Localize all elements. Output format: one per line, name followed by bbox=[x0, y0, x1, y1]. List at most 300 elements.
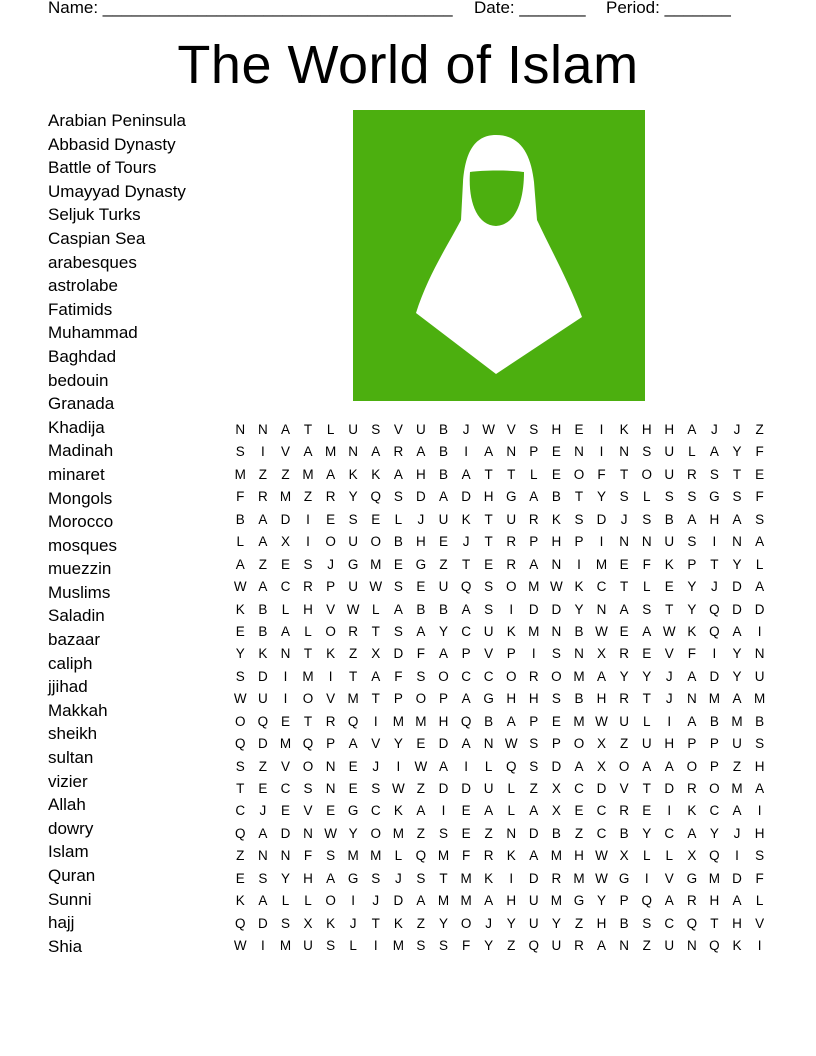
grid-letter[interactable]: A bbox=[280, 623, 290, 639]
grid-letter[interactable]: R bbox=[257, 489, 268, 505]
grid-letter[interactable]: N bbox=[280, 646, 291, 662]
grid-letter[interactable]: A bbox=[416, 893, 426, 909]
grid-letter[interactable]: L bbox=[507, 803, 515, 819]
grid-letter[interactable]: R bbox=[619, 691, 629, 707]
grid-letter[interactable]: T bbox=[665, 601, 674, 617]
grid-letter[interactable]: A bbox=[416, 623, 426, 639]
grid-letter[interactable]: R bbox=[483, 848, 494, 864]
grid-letter[interactable]: M bbox=[595, 556, 608, 572]
grid-letter[interactable]: E bbox=[755, 466, 765, 482]
grid-letter[interactable]: M bbox=[392, 713, 404, 729]
grid-letter[interactable]: M bbox=[573, 713, 585, 729]
grid-letter[interactable]: F bbox=[461, 848, 471, 864]
grid-letter[interactable]: N bbox=[551, 623, 562, 639]
grid-letter[interactable]: P bbox=[461, 646, 471, 662]
grid-letter[interactable]: E bbox=[551, 466, 561, 482]
grid-letter[interactable]: B bbox=[709, 713, 719, 729]
grid-letter[interactable]: R bbox=[686, 893, 697, 909]
grid-letter[interactable]: J bbox=[620, 511, 628, 527]
grid-letter[interactable]: S bbox=[529, 758, 539, 774]
grid-letter[interactable]: I bbox=[464, 444, 468, 460]
grid-letter[interactable]: Y bbox=[597, 893, 607, 909]
grid-letter[interactable]: M bbox=[415, 713, 427, 729]
grid-letter[interactable]: B bbox=[664, 511, 674, 527]
grid-letter[interactable]: Q bbox=[709, 623, 720, 639]
grid-letter[interactable]: U bbox=[754, 668, 765, 684]
grid-letter[interactable]: P bbox=[326, 579, 336, 595]
grid-letter[interactable]: B bbox=[755, 713, 765, 729]
grid-letter[interactable]: J bbox=[462, 534, 470, 550]
grid-letter[interactable]: P bbox=[529, 444, 539, 460]
grid-letter[interactable]: V bbox=[755, 915, 765, 931]
grid-letter[interactable]: J bbox=[485, 915, 493, 931]
grid-letter[interactable]: I bbox=[644, 870, 649, 886]
grid-letter[interactable]: E bbox=[348, 781, 358, 796]
grid-letter[interactable]: E bbox=[235, 870, 245, 886]
grid-letter[interactable]: Q bbox=[257, 713, 269, 729]
grid-letter[interactable]: L bbox=[326, 422, 335, 437]
grid-letter[interactable]: L bbox=[349, 938, 357, 954]
grid-letter[interactable]: K bbox=[235, 601, 245, 617]
grid-letter[interactable]: A bbox=[461, 736, 471, 752]
grid-letter[interactable]: A bbox=[529, 848, 539, 864]
grid-letter[interactable]: N bbox=[303, 825, 313, 841]
grid-letter[interactable]: D bbox=[438, 736, 449, 752]
grid-letter[interactable]: Z bbox=[416, 781, 426, 796]
grid-letter[interactable]: A bbox=[484, 893, 494, 909]
grid-letter[interactable]: A bbox=[371, 668, 381, 684]
grid-letter[interactable]: C bbox=[280, 781, 291, 796]
grid-letter[interactable]: R bbox=[686, 466, 697, 482]
grid-letter[interactable]: S bbox=[393, 579, 403, 595]
grid-letter[interactable]: K bbox=[687, 803, 697, 819]
grid-letter[interactable]: A bbox=[755, 534, 765, 550]
grid-letter[interactable]: T bbox=[349, 668, 358, 684]
grid-letter[interactable]: A bbox=[258, 534, 268, 550]
grid-letter[interactable]: R bbox=[506, 534, 517, 550]
grid-letter[interactable]: E bbox=[551, 713, 561, 729]
grid-letter[interactable]: U bbox=[438, 511, 449, 527]
grid-letter[interactable]: W bbox=[369, 579, 383, 595]
grid-letter[interactable]: X bbox=[371, 646, 381, 662]
grid-letter[interactable]: Y bbox=[484, 938, 494, 954]
grid-letter[interactable]: Z bbox=[236, 848, 245, 864]
grid-letter[interactable]: D bbox=[732, 870, 742, 886]
grid-letter[interactable]: H bbox=[754, 758, 765, 774]
grid-letter[interactable]: Y bbox=[732, 556, 742, 572]
grid-letter[interactable]: Q bbox=[460, 713, 472, 729]
grid-letter[interactable]: K bbox=[348, 466, 358, 482]
grid-letter[interactable]: P bbox=[687, 556, 697, 572]
grid-letter[interactable]: O bbox=[302, 691, 314, 707]
grid-letter[interactable]: S bbox=[732, 489, 742, 505]
grid-letter[interactable]: X bbox=[597, 758, 607, 774]
grid-letter[interactable]: S bbox=[755, 848, 765, 864]
grid-letter[interactable]: X bbox=[687, 848, 697, 864]
grid-letter[interactable]: W bbox=[482, 422, 496, 437]
grid-letter[interactable]: L bbox=[507, 781, 515, 796]
grid-letter[interactable]: C bbox=[664, 915, 675, 931]
grid-letter[interactable]: Z bbox=[349, 646, 358, 662]
grid-letter[interactable]: G bbox=[347, 870, 359, 886]
grid-letter[interactable]: Q bbox=[235, 825, 246, 841]
grid-letter[interactable]: W bbox=[550, 579, 563, 595]
grid-letter[interactable]: W bbox=[391, 781, 405, 796]
grid-letter[interactable]: B bbox=[551, 489, 561, 505]
grid-letter[interactable]: I bbox=[306, 511, 310, 527]
grid-letter[interactable]: Y bbox=[642, 668, 652, 684]
grid-letter[interactable]: M bbox=[573, 870, 585, 886]
grid-letter[interactable]: S bbox=[709, 466, 719, 482]
grid-letter[interactable]: G bbox=[347, 803, 359, 819]
grid-letter[interactable]: Q bbox=[302, 736, 314, 752]
grid-letter[interactable]: A bbox=[687, 422, 697, 437]
grid-letter[interactable]: J bbox=[372, 893, 380, 909]
grid-letter[interactable]: B bbox=[438, 601, 448, 617]
grid-letter[interactable]: A bbox=[506, 713, 516, 729]
grid-letter[interactable]: E bbox=[619, 623, 629, 639]
grid-letter[interactable]: P bbox=[326, 736, 336, 752]
grid-letter[interactable]: E bbox=[416, 579, 426, 595]
grid-letter[interactable]: D bbox=[754, 601, 765, 617]
grid-letter[interactable]: L bbox=[665, 848, 674, 864]
grid-letter[interactable]: A bbox=[732, 803, 742, 819]
grid-letter[interactable]: T bbox=[236, 781, 245, 796]
grid-letter[interactable]: E bbox=[258, 781, 268, 796]
grid-letter[interactable]: M bbox=[550, 848, 562, 864]
grid-letter[interactable]: Q bbox=[370, 489, 382, 505]
grid-letter[interactable]: A bbox=[258, 579, 268, 595]
grid-letter[interactable]: T bbox=[303, 646, 313, 662]
grid-letter[interactable]: X bbox=[280, 534, 290, 550]
grid-letter[interactable]: E bbox=[235, 623, 245, 639]
grid-letter[interactable]: T bbox=[484, 534, 493, 550]
grid-letter[interactable]: Y bbox=[732, 668, 742, 684]
grid-letter[interactable]: M bbox=[370, 848, 382, 864]
grid-letter[interactable]: P bbox=[709, 758, 719, 774]
grid-letter[interactable]: A bbox=[619, 601, 629, 617]
grid-letter[interactable]: Q bbox=[709, 601, 720, 617]
grid-letter[interactable]: U bbox=[483, 781, 494, 796]
grid-letter[interactable]: T bbox=[484, 511, 493, 527]
grid-letter[interactable]: Z bbox=[642, 938, 651, 954]
grid-letter[interactable]: B bbox=[574, 691, 584, 707]
grid-letter[interactable]: T bbox=[507, 466, 516, 482]
grid-letter[interactable]: A bbox=[687, 511, 697, 527]
grid-letter[interactable]: I bbox=[441, 803, 446, 819]
grid-letter[interactable]: M bbox=[279, 938, 292, 954]
grid-letter[interactable]: E bbox=[438, 534, 448, 550]
grid-letter[interactable]: M bbox=[437, 893, 450, 909]
grid-letter[interactable]: A bbox=[258, 893, 268, 909]
grid-letter[interactable]: N bbox=[686, 691, 697, 707]
grid-letter[interactable]: W bbox=[504, 736, 518, 752]
grid-letter[interactable]: C bbox=[574, 781, 584, 796]
grid-letter[interactable]: U bbox=[619, 713, 629, 729]
grid-letter[interactable]: L bbox=[394, 848, 403, 864]
grid-letter[interactable]: B bbox=[258, 623, 268, 639]
grid-letter[interactable]: U bbox=[641, 736, 652, 752]
grid-letter[interactable]: D bbox=[257, 915, 268, 931]
grid-letter[interactable]: O bbox=[325, 893, 336, 909]
grid-letter[interactable]: S bbox=[529, 736, 539, 752]
grid-letter[interactable]: H bbox=[416, 534, 426, 550]
grid-letter[interactable]: I bbox=[373, 713, 378, 729]
grid-letter[interactable]: R bbox=[619, 646, 629, 662]
grid-letter[interactable]: E bbox=[280, 713, 290, 729]
grid-letter[interactable]: Q bbox=[415, 848, 427, 864]
grid-letter[interactable]: R bbox=[506, 556, 517, 572]
grid-letter[interactable]: E bbox=[574, 803, 584, 819]
grid-letter[interactable]: U bbox=[348, 579, 359, 595]
grid-letter[interactable]: T bbox=[484, 466, 493, 482]
grid-letter[interactable]: C bbox=[370, 803, 381, 819]
grid-letter[interactable]: M bbox=[347, 691, 359, 707]
grid-letter[interactable]: Y bbox=[506, 915, 516, 931]
grid-letter[interactable]: A bbox=[484, 444, 494, 460]
grid-letter[interactable]: A bbox=[687, 825, 697, 841]
grid-letter[interactable]: M bbox=[392, 938, 404, 954]
grid-letter[interactable]: O bbox=[370, 825, 382, 841]
grid-letter[interactable]: Y bbox=[687, 579, 697, 595]
grid-letter[interactable]: D bbox=[280, 511, 291, 527]
grid-letter[interactable]: Y bbox=[574, 601, 584, 617]
grid-letter[interactable]: C bbox=[664, 825, 675, 841]
grid-letter[interactable]: G bbox=[709, 489, 720, 505]
grid-letter[interactable]: O bbox=[505, 668, 517, 684]
grid-letter[interactable]: U bbox=[732, 736, 742, 752]
grid-letter[interactable]: J bbox=[733, 422, 741, 437]
grid-letter[interactable]: Z bbox=[755, 422, 764, 437]
grid-letter[interactable]: V bbox=[506, 422, 516, 437]
grid-letter[interactable]: T bbox=[619, 466, 629, 482]
grid-letter[interactable]: S bbox=[574, 511, 584, 527]
grid-letter[interactable]: Q bbox=[709, 938, 720, 954]
grid-letter[interactable]: M bbox=[392, 825, 404, 841]
grid-letter[interactable]: F bbox=[303, 848, 313, 864]
grid-letter[interactable]: A bbox=[529, 489, 539, 505]
grid-letter[interactable]: F bbox=[597, 466, 606, 482]
grid-letter[interactable]: S bbox=[642, 915, 652, 931]
grid-letter[interactable]: G bbox=[483, 691, 494, 707]
grid-letter[interactable]: Q bbox=[686, 915, 698, 931]
grid-letter[interactable]: A bbox=[461, 601, 471, 617]
grid-letter[interactable]: T bbox=[732, 466, 742, 482]
grid-letter[interactable]: M bbox=[279, 736, 292, 752]
grid-letter[interactable]: D bbox=[551, 758, 562, 774]
grid-letter[interactable]: L bbox=[484, 758, 493, 774]
grid-letter[interactable]: L bbox=[642, 848, 651, 864]
grid-letter[interactable]: D bbox=[528, 601, 539, 617]
grid-letter[interactable]: M bbox=[731, 781, 743, 796]
grid-letter[interactable]: T bbox=[574, 489, 584, 505]
grid-letter[interactable]: H bbox=[709, 893, 720, 909]
grid-letter[interactable]: Y bbox=[709, 825, 719, 841]
grid-letter[interactable]: A bbox=[438, 489, 448, 505]
grid-letter[interactable]: R bbox=[528, 668, 539, 684]
grid-letter[interactable]: B bbox=[438, 422, 448, 437]
grid-letter[interactable]: A bbox=[687, 713, 697, 729]
grid-letter[interactable]: T bbox=[439, 870, 448, 886]
grid-letter[interactable]: F bbox=[755, 489, 764, 505]
grid-letter[interactable]: Z bbox=[439, 556, 448, 572]
grid-letter[interactable]: D bbox=[393, 646, 404, 662]
grid-letter[interactable]: K bbox=[326, 646, 336, 662]
grid-letter[interactable]: S bbox=[438, 938, 448, 954]
grid-letter[interactable]: F bbox=[642, 556, 651, 572]
grid-letter[interactable]: E bbox=[574, 422, 584, 437]
grid-letter[interactable]: K bbox=[393, 803, 403, 819]
grid-letter[interactable]: I bbox=[328, 668, 333, 684]
grid-letter[interactable]: I bbox=[577, 556, 581, 572]
grid-letter[interactable]: I bbox=[735, 848, 739, 864]
grid-letter[interactable]: Z bbox=[529, 781, 538, 796]
grid-letter[interactable]: L bbox=[304, 893, 312, 909]
grid-letter[interactable]: M bbox=[550, 893, 562, 909]
grid-letter[interactable]: E bbox=[326, 803, 336, 819]
grid-letter[interactable]: M bbox=[528, 579, 540, 595]
grid-letter[interactable]: B bbox=[235, 511, 245, 527]
grid-letter[interactable]: N bbox=[574, 444, 584, 460]
grid-letter[interactable]: E bbox=[416, 736, 426, 752]
grid-letter[interactable]: T bbox=[710, 915, 719, 931]
grid-letter[interactable]: K bbox=[664, 556, 674, 572]
grid-letter[interactable]: X bbox=[551, 781, 561, 796]
grid-letter[interactable]: W bbox=[595, 848, 608, 864]
grid-letter[interactable]: P bbox=[709, 736, 719, 752]
grid-letter[interactable]: W bbox=[662, 623, 676, 639]
grid-letter[interactable]: O bbox=[438, 668, 449, 684]
grid-letter[interactable]: A bbox=[732, 511, 742, 527]
grid-letter[interactable]: A bbox=[755, 579, 765, 595]
grid-letter[interactable]: T bbox=[303, 713, 313, 729]
grid-letter[interactable]: E bbox=[280, 803, 290, 819]
grid-letter[interactable]: C bbox=[596, 803, 607, 819]
grid-letter[interactable]: O bbox=[641, 466, 652, 482]
grid-letter[interactable]: R bbox=[551, 870, 562, 886]
grid-letter[interactable]: S bbox=[642, 511, 652, 527]
grid-letter[interactable]: D bbox=[732, 579, 742, 595]
grid-letter[interactable]: B bbox=[551, 825, 561, 841]
grid-letter[interactable]: G bbox=[415, 556, 427, 572]
grid-letter[interactable]: Z bbox=[416, 915, 426, 931]
grid-letter[interactable]: J bbox=[394, 870, 402, 886]
grid-letter[interactable]: S bbox=[235, 758, 245, 774]
grid-letter[interactable]: L bbox=[281, 601, 290, 617]
grid-letter[interactable]: L bbox=[755, 556, 764, 572]
grid-letter[interactable]: Y bbox=[348, 489, 358, 505]
grid-letter[interactable]: O bbox=[551, 668, 562, 684]
grid-letter[interactable]: U bbox=[528, 915, 539, 931]
grid-letter[interactable]: I bbox=[396, 758, 401, 774]
grid-letter[interactable]: S bbox=[664, 489, 674, 505]
grid-letter[interactable]: N bbox=[348, 444, 359, 460]
grid-letter[interactable]: Z bbox=[732, 758, 742, 774]
grid-letter[interactable]: A bbox=[732, 623, 742, 639]
grid-letter[interactable]: U bbox=[506, 511, 517, 527]
grid-letter[interactable]: F bbox=[416, 646, 426, 662]
grid-letter[interactable]: C bbox=[461, 668, 471, 684]
grid-letter[interactable]: N bbox=[506, 825, 517, 841]
grid-letter[interactable]: J bbox=[711, 579, 718, 595]
grid-letter[interactable]: N bbox=[732, 534, 742, 550]
grid-letter[interactable]: C bbox=[483, 668, 494, 684]
grid-letter[interactable]: I bbox=[306, 534, 310, 550]
grid-letter[interactable]: S bbox=[348, 511, 358, 527]
grid-letter[interactable]: K bbox=[619, 422, 629, 437]
grid-letter[interactable]: S bbox=[438, 825, 448, 841]
grid-letter[interactable]: O bbox=[415, 691, 427, 707]
grid-letter[interactable]: N bbox=[619, 938, 629, 954]
grid-letter[interactable]: U bbox=[348, 534, 359, 550]
grid-letter[interactable]: K bbox=[574, 579, 584, 595]
grid-letter[interactable]: O bbox=[709, 781, 720, 796]
grid-letter[interactable]: E bbox=[280, 556, 290, 572]
grid-letter[interactable]: A bbox=[326, 870, 336, 886]
grid-letter[interactable]: N bbox=[641, 534, 652, 550]
grid-letter[interactable]: A bbox=[393, 601, 403, 617]
grid-letter[interactable]: T bbox=[461, 556, 471, 572]
grid-letter[interactable]: Z bbox=[619, 736, 629, 752]
grid-letter[interactable]: Q bbox=[528, 938, 540, 954]
grid-letter[interactable]: I bbox=[464, 758, 468, 774]
grid-letter[interactable]: A bbox=[755, 781, 765, 796]
grid-letter[interactable]: O bbox=[325, 534, 336, 550]
grid-letter[interactable]: K bbox=[506, 848, 516, 864]
grid-letter[interactable]: Y bbox=[619, 668, 629, 684]
grid-letter[interactable]: W bbox=[595, 623, 608, 639]
grid-letter[interactable]: D bbox=[528, 870, 539, 886]
grid-letter[interactable]: Q bbox=[235, 915, 246, 931]
grid-letter[interactable]: J bbox=[259, 803, 267, 819]
grid-letter[interactable]: R bbox=[393, 444, 404, 460]
grid-letter[interactable]: Y bbox=[687, 601, 697, 617]
grid-letter[interactable]: U bbox=[348, 422, 359, 437]
grid-letter[interactable]: E bbox=[371, 511, 381, 527]
grid-letter[interactable]: O bbox=[573, 466, 585, 482]
grid-letter[interactable]: H bbox=[303, 601, 313, 617]
grid-letter[interactable]: O bbox=[370, 534, 382, 550]
grid-letter[interactable]: Y bbox=[393, 736, 403, 752]
grid-letter[interactable]: A bbox=[303, 444, 313, 460]
grid-letter[interactable]: A bbox=[664, 758, 674, 774]
grid-letter[interactable]: J bbox=[462, 422, 470, 437]
grid-letter[interactable]: N bbox=[574, 646, 584, 662]
grid-letter[interactable]: A bbox=[235, 556, 245, 572]
grid-letter[interactable]: S bbox=[551, 646, 561, 662]
grid-letter[interactable]: M bbox=[370, 556, 382, 572]
grid-letter[interactable]: A bbox=[709, 444, 719, 460]
grid-letter[interactable]: T bbox=[371, 915, 380, 931]
grid-letter[interactable]: C bbox=[596, 579, 607, 595]
grid-letter[interactable]: L bbox=[642, 579, 651, 595]
grid-letter[interactable]: S bbox=[393, 489, 403, 505]
grid-letter[interactable]: V bbox=[303, 803, 313, 819]
grid-letter[interactable]: K bbox=[732, 938, 742, 954]
grid-letter[interactable]: T bbox=[710, 556, 719, 572]
grid-letter[interactable]: U bbox=[528, 893, 539, 909]
grid-letter[interactable]: A bbox=[371, 444, 381, 460]
grid-letter[interactable]: H bbox=[483, 489, 494, 505]
grid-letter[interactable]: S bbox=[371, 870, 381, 886]
grid-letter[interactable]: V bbox=[280, 444, 290, 460]
grid-letter[interactable]: A bbox=[416, 803, 426, 819]
grid-letter[interactable]: Z bbox=[258, 556, 267, 572]
grid-letter[interactable]: I bbox=[260, 938, 265, 954]
grid-letter[interactable]: V bbox=[484, 646, 494, 662]
grid-letter[interactable]: O bbox=[325, 623, 336, 639]
grid-letter[interactable]: S bbox=[755, 511, 765, 527]
